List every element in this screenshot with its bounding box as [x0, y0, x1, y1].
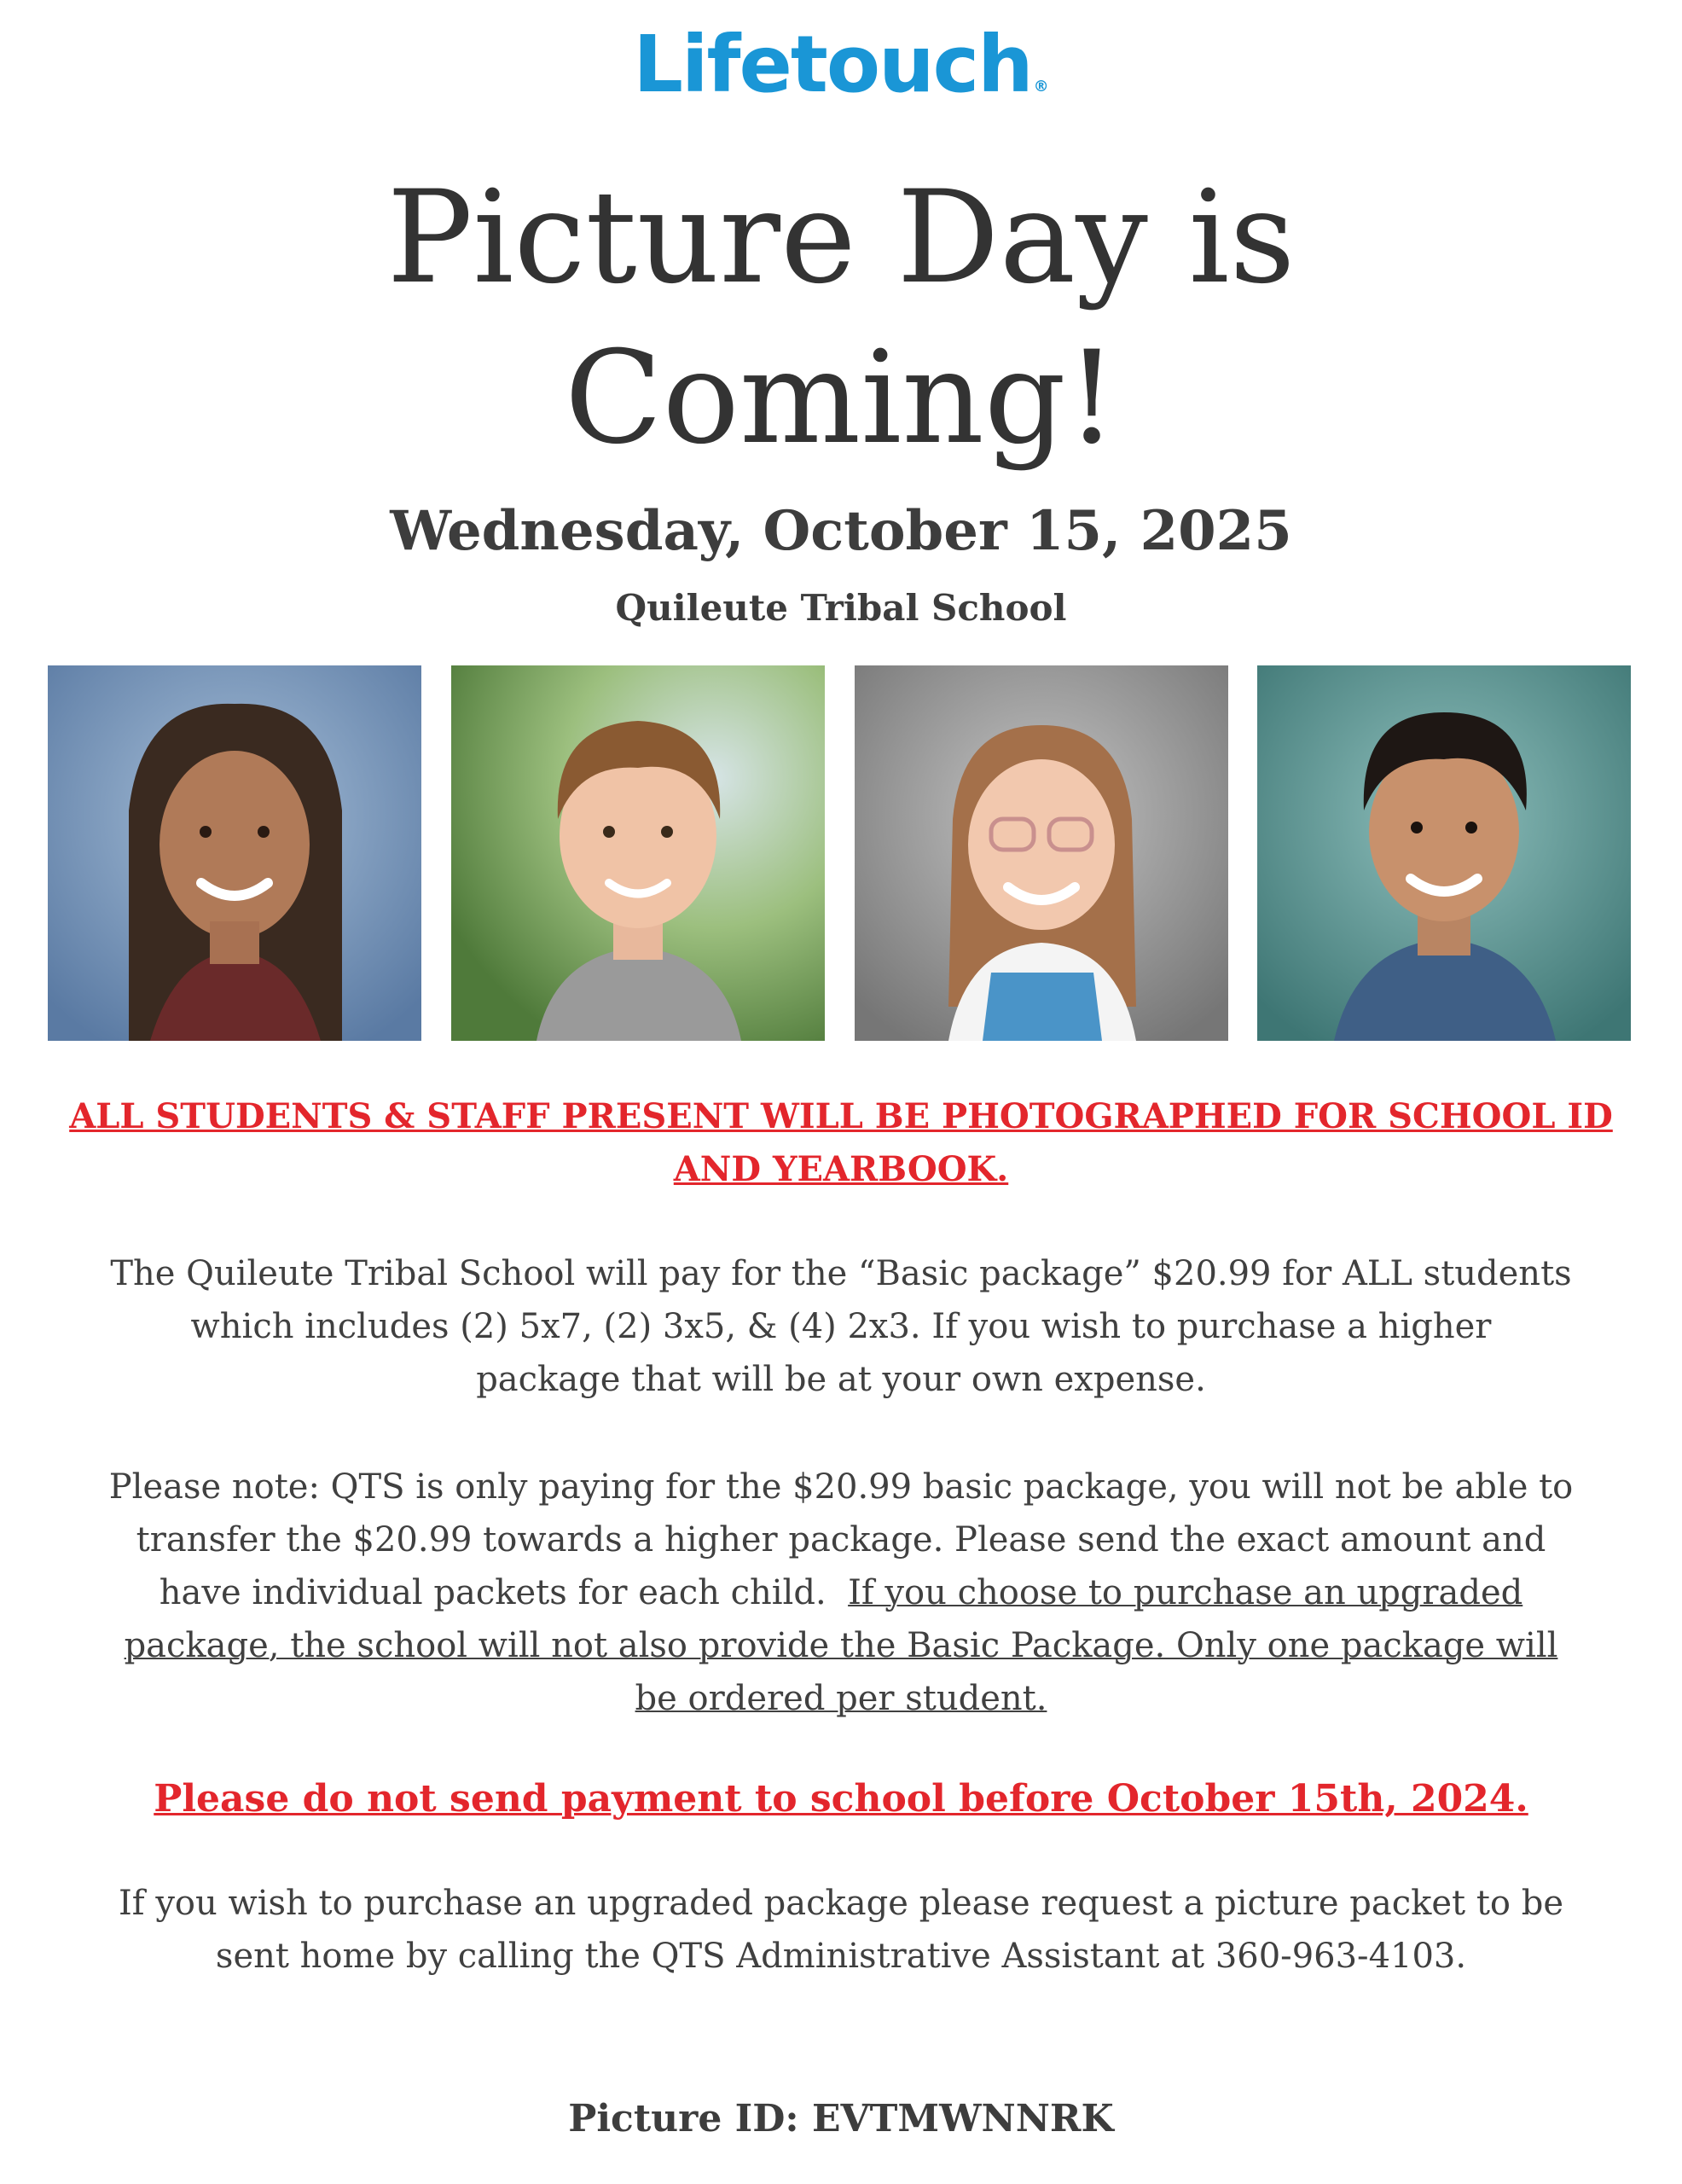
notice-heading [0, 1090, 1682, 1196]
student-portrait-3 [855, 665, 1228, 1041]
title-line-1: Picture Day is [386, 164, 1296, 312]
para1-line-2: which includes (2) 5x7, (2) 3x5, & (4) 2x3. If you wish to purchase a higher [190, 1307, 1492, 1346]
picture-id-value: EVTMWNNRK [811, 2097, 1114, 2140]
title-line-2: Coming! [564, 324, 1118, 473]
picture-id [0, 2097, 1682, 2140]
registered-mark: ® [1033, 78, 1049, 96]
sample-photos [48, 665, 1631, 1041]
para2-line-3-underlined: If you choose to purchase an upgraded [848, 1573, 1523, 1612]
para2-line-1: Please note: QTS is only paying for the $20.99 basic package, you will not be able to [108, 1467, 1574, 1507]
notice-heading-line-1: ALL STUDENTS & STAFF PRESENT WILL BE PHOTOGRAPHED FOR SCHOOL ID [69, 1096, 1613, 1136]
portrait-2-icon [451, 665, 825, 1041]
picture-id-label: Picture ID: [568, 2097, 799, 2140]
para3-line-1: If you wish to purchase an upgraded package please request a picture packet to be [119, 1884, 1563, 1923]
note-paragraph [0, 1461, 1682, 1725]
student-portrait-1 [48, 665, 421, 1041]
portrait-1-icon [48, 665, 421, 1041]
student-portrait-2 [451, 665, 825, 1041]
event-date: Wednesday, October 15, 2025 [390, 499, 1292, 563]
para2-line-3 [51, 1566, 1631, 1619]
para3-line-2: sent home by calling the QTS Administrative Assistant at 360-963-4103. [215, 1937, 1467, 1976]
notice-heading-line-2: AND YEARBOOK. [673, 1149, 1009, 1189]
upgrade-paragraph [0, 1877, 1682, 1983]
para1-line-3: package that will be at your own expense. [476, 1360, 1206, 1399]
para2-line-2: transfer the $20.99 towards a higher package. Please send the exact amount and [136, 1520, 1546, 1560]
para2-line-4: package, the school will not also provide the Basic Package. Only one package will [124, 1626, 1558, 1665]
portrait-4-icon [1257, 665, 1631, 1041]
logo-text: Lifetouch [633, 19, 1032, 110]
para1-line-1: The Quileute Tribal School will pay for the “Basic package” $20.99 for ALL students [110, 1254, 1572, 1293]
student-portrait-4 [1257, 665, 1631, 1041]
basic-package-paragraph [0, 1247, 1682, 1406]
portrait-3-icon [855, 665, 1228, 1041]
para2-line-5: be ordered per student. [635, 1679, 1047, 1718]
school-name: Quileute Tribal School [615, 587, 1067, 629]
payment-warning: Please do not send payment to school before October 15th, 2024. [154, 1777, 1528, 1821]
lifetouch-logo [0, 19, 1682, 110]
page-title [0, 158, 1682, 479]
para2-line-3-plain: have individual packets for each child. [159, 1573, 849, 1612]
